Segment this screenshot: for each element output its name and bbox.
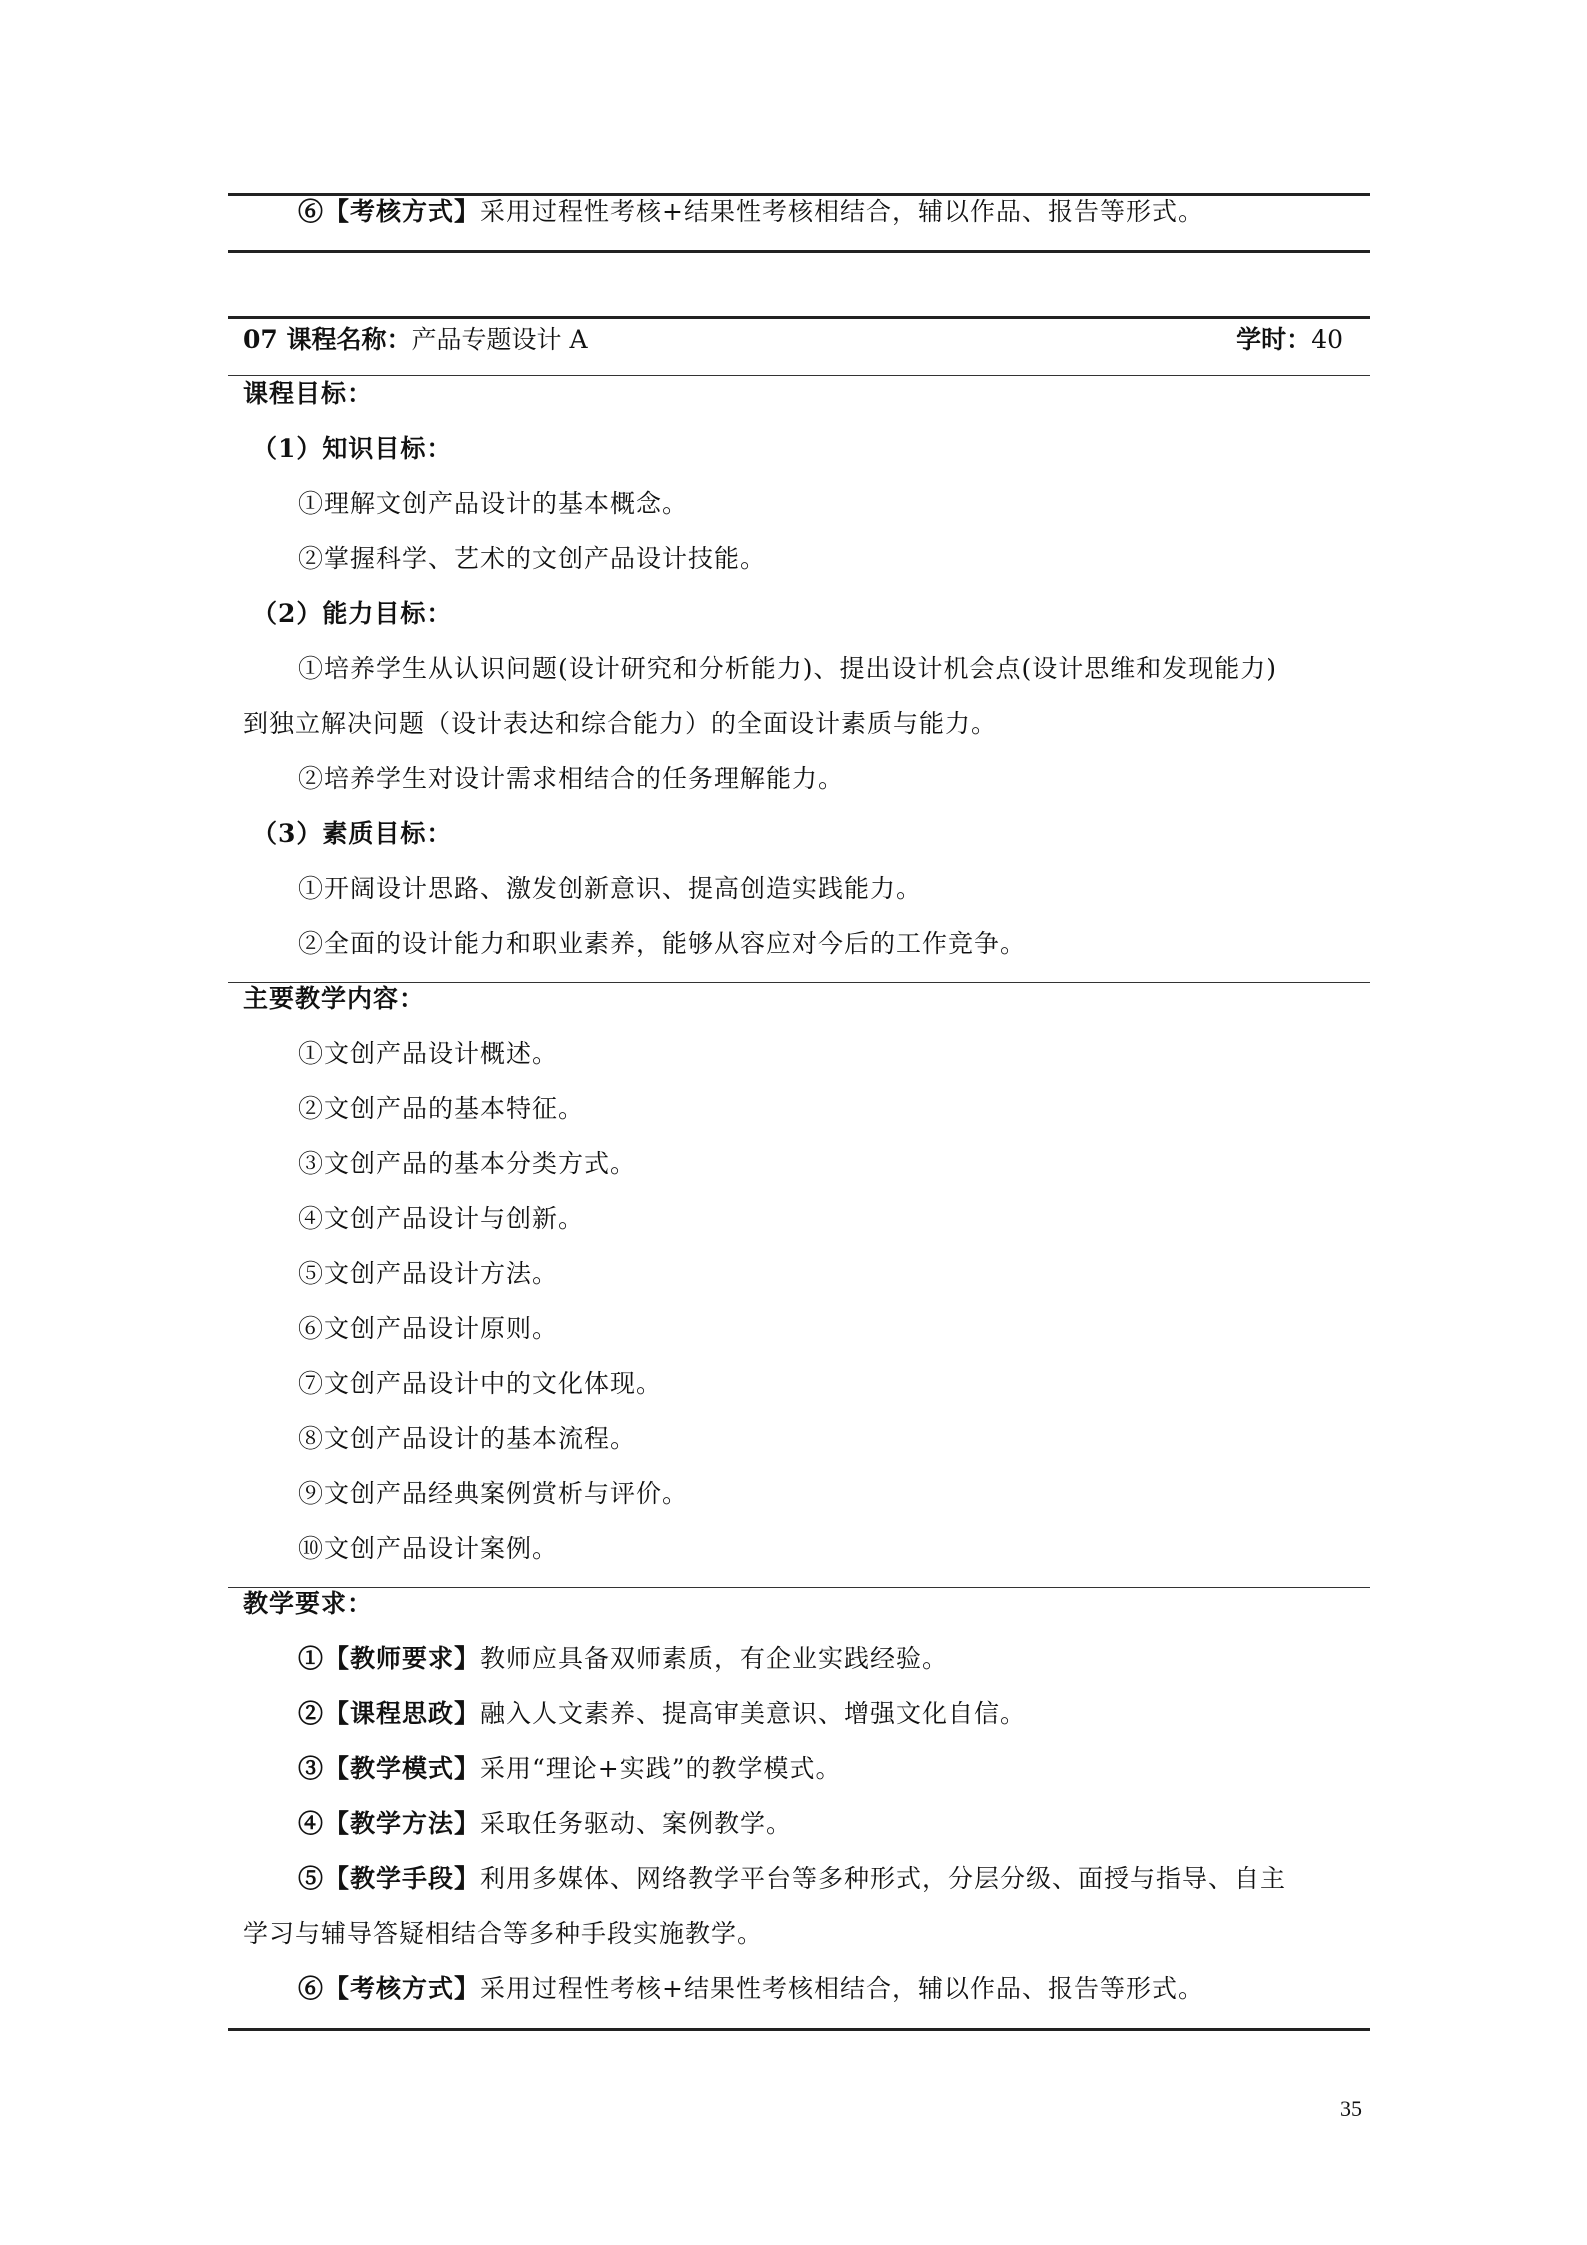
bottom-rule xyxy=(228,2028,1370,2031)
goals-heading: 课程目标： xyxy=(243,379,374,408)
ability-item-continued: 到独立解决问题（设计表达和综合能力）的全面设计素质与能力。 xyxy=(243,709,998,738)
requirement-item: ⑤【教学手段】利用多媒体、网络教学平台等多种形式，分层分级、面授与指导、自主 xyxy=(298,1864,1287,1893)
knowledge-item: ①理解文创产品设计的基本概念。 xyxy=(298,489,689,518)
ability-heading: （2）能力目标： xyxy=(252,599,453,628)
course-header xyxy=(243,323,1343,357)
content-item: ④文创产品设计与创新。 xyxy=(298,1204,585,1233)
content-heading: 主要教学内容： xyxy=(243,984,426,1013)
course-number-label: 07 课程名称： xyxy=(243,325,412,354)
content-item: ⑨文创产品经典案例赏析与评价。 xyxy=(298,1479,689,1508)
course-top-rule xyxy=(228,316,1370,319)
ability-item: ①培养学生从认识问题(设计研究和分析能力)、提出设计机会点(设计思维和发现能力) xyxy=(298,654,1278,683)
requirement-item: ②【课程思政】融入人文素养、提高审美意识、增强文化自信。 xyxy=(298,1699,1027,1728)
course-header-rule xyxy=(228,375,1370,376)
content-item: ①文创产品设计概述。 xyxy=(298,1039,559,1068)
knowledge-heading: （1）知识目标： xyxy=(252,434,453,463)
content-item: ⑥文创产品设计原则。 xyxy=(298,1314,559,1343)
quality-heading: （3）素质目标： xyxy=(252,819,453,848)
requirement-item: ①【教师要求】教师应具备双师素质，有企业实践经验。 xyxy=(298,1644,949,1673)
course-name: 产品专题设计 A xyxy=(411,325,588,354)
content-item: ⑦文创产品设计中的文化体现。 xyxy=(298,1369,663,1398)
quality-item: ②全面的设计能力和职业素养，能够从容应对今后的工作竞争。 xyxy=(298,929,1027,958)
content-end-rule xyxy=(228,1587,1370,1588)
requirements-heading: 教学要求： xyxy=(243,1589,374,1618)
section-end-rule xyxy=(228,250,1370,253)
content-item: ⑤文创产品设计方法。 xyxy=(298,1259,559,1288)
requirement-item-continued: 学习与辅导答疑相结合等多种手段实施教学。 xyxy=(243,1919,764,1948)
content-item: ②文创产品的基本特征。 xyxy=(298,1094,585,1123)
requirement-item: ③【教学模式】采用“理论+实践”的教学模式。 xyxy=(298,1754,842,1783)
quality-item: ①开阔设计思路、激发创新意识、提高创造实践能力。 xyxy=(298,874,923,903)
ability-item: ②培养学生对设计需求相结合的任务理解能力。 xyxy=(298,764,845,793)
assessment-line-top: ⑥【考核方式】采用过程性考核+结果性考核相结合，辅以作品、报告等形式。 xyxy=(298,197,1204,226)
course-hours: 学时：40 xyxy=(1236,325,1343,354)
content-item: ③文创产品的基本分类方式。 xyxy=(298,1149,637,1178)
requirement-item: ④【教学方法】采取任务驱动、案例教学。 xyxy=(298,1809,793,1838)
content-item: ⑩文创产品设计案例。 xyxy=(298,1534,559,1563)
knowledge-item: ②掌握科学、艺术的文创产品设计技能。 xyxy=(298,544,767,573)
page-number: 35 xyxy=(1340,2096,1362,2121)
requirement-item: ⑥【考核方式】采用过程性考核+结果性考核相结合，辅以作品、报告等形式。 xyxy=(298,1974,1204,2003)
content-item: ⑧文创产品设计的基本流程。 xyxy=(298,1424,637,1453)
